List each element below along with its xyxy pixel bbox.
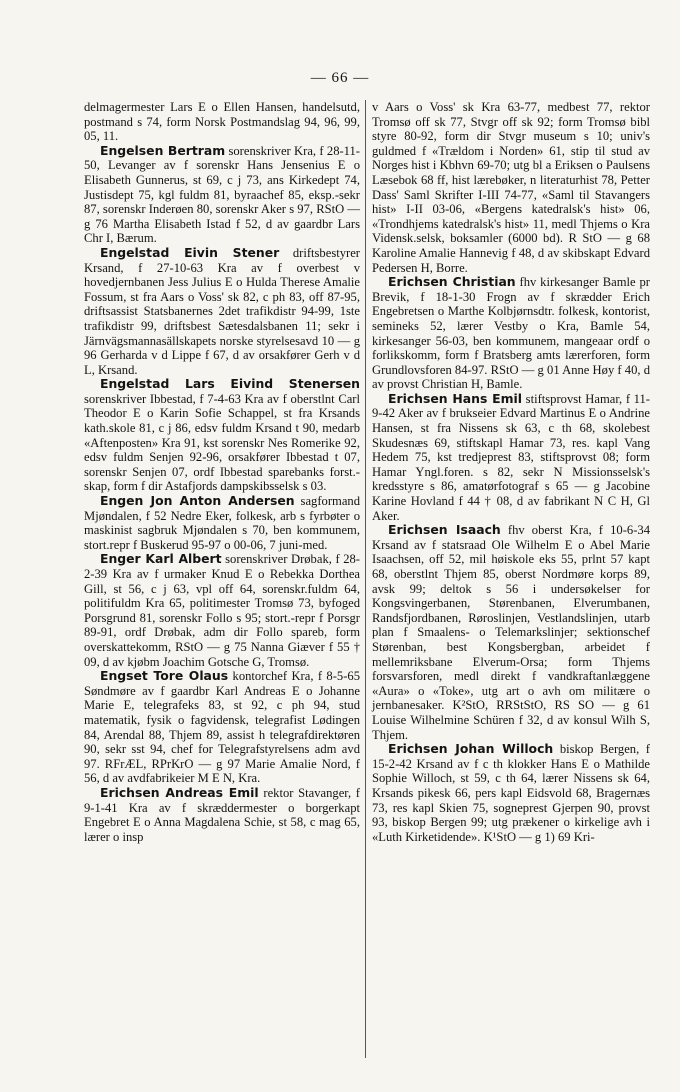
entry-body: fhv kirkesanger Bamle pr Brevik, f 18-1-30 Frogn av f skrædder Erich Engebretsen o Marthe Kolbjørnsdtr. folkesk, kontorist, semineks 52, lærer Vestby o Kra, Bamle 54, kirkesanger 56-03, ben kommunem, mangeaar ordf o forlikskomm, form f Bratsberg amts lærerforen, form Grundlovsforen 84-97. RStO — g 01 Anne Høy f 40, d av provst Christian H, Bamle. [372,275,650,392]
column-divider [365,100,366,1058]
entry [84,494,360,552]
entry-name: Erichsen Hans Emil [388,390,523,406]
entry-body: sorenskriver Ibbestad, f 7-4-63 Kra av f oberstlnt Carl Theodor E o Karin Sofie Schappel, st fra Krsands kath.skole 81, c j 86, edsv fuldm Krsand t 90, medarb «Aftenposten» Kra 91, kst sorenskr Nes Romerike 92, edsv fuldm Senjen 92-96, orsakfører Ibbestad t 07, sorenskr Senjen 07, ordf Ibbestad sparebanks forst.-skap, form f dir Astafjords dampskibsselsk s 03. [84,391,360,494]
entry-name: Enger Karl Albert [100,551,222,567]
entry-body: sorenskriver Drøbak, f 28-2-39 Kra av f urmaker Knud E o Rebekka Dorthea Gill, st 56, c j 63, vpl off 64, sorenskr.fuldm 64, politifuldm Kra 65, politimester Tromsø 73, byfoged Porsgrund 81, sorenskr Follo s 95; stort.-repr f Porsgr 89-91, ordf Drøbak, adm dir Follo spareb, form overskattekomm, RStO — g 75 Nanna Giæver f 55 † 09, d av kjøbm Joachim Gotsche G, Tromsø. [84,552,360,669]
entry-name: Erichsen Christian [388,274,516,290]
entry-body: stiftsprovst Hamar, f 11-9-42 Aker av f brukseier Edvard Martinus E o Andrine Hansen, st fra Nissens sk 63, c th 68, skolebest Skudesnæs 69, stiftskapl Hamar 73, res. kapl Vang Hedem 75, kst tredjeprest 83, stiftsprovst 08; form Hamar Yngl.foren. s 82, sekr N Missionsselsk's kredsstyre s 86, amatørfotograf s 65 — g Jacobine Karine Hovland f 44 † 08, d av fabrikant N C H, Gl Aker. [372,391,651,523]
entry-name: Erichsen Andreas Emil [100,784,259,800]
entry [84,144,360,246]
entry [372,100,650,275]
entry [84,786,360,844]
entry-body: sorenskriver Kra, f 28-11-50, Levanger av f sorenskr Hans Jensenius E o Elisabeth Gunnerus, st 69, c j 73, ans Kirkedept 74, Justisdept 75, kgl fuldm 81, byraachef 85, eksp.-sekr 87, sorenskr Inderøen 80, sorenskr Aker s 97, RStO — g 76 Martha Elisabeth Istad f 52, d av gaardbr Lars Chr I, Bærum. [84,143,361,246]
entry [372,275,650,392]
entry-name: Engelstad Lars Eivind Stenersen [100,376,360,392]
entry [372,392,650,523]
entry-name: Engset Tore Olaus [100,668,229,684]
entry-body: rektor Stavanger, f 9-1-41 Kra av f skræddermester o borgerkapt Engebret E o Anna Magdalena Schie, st 58, c mag 65, lærer o insp [84,785,360,844]
entry-body: delmagermester Lars E o Ellen Hansen, handelsutd, postmand s 74, form Norsk Postmandslag 94, 96, 99, 05, 11. [84,100,360,144]
entry-body: kontorchef Kra, f 8-5-65 Søndmøre av f gaardbr Karl Andreas E o Johanne Marie E, telegrafeks 83, st 92, c ph 94, stud matematik, fysik o fagvidensk, telegrafist Lødingen 84, Arendal 88, Thjem 89, assist h telegrafdirektøren 90, sekr sst 94, chef for Telegrafstyrelsens adm avd 97. RFrÆL, RPrKrO — g 97 Marie Amalie Nord, f 56, d av avdfabrikeier M E N, Kra. [84,669,361,786]
entry-body: biskop Bergen, f 15-2-42 Krsand av f c th klokker Hans E o Mathilde Sophie Willoch, st 59, c th 64, lærer Nissens sk 64, Krsands pikesk 66, pers kapl Eidsvold 68, Bragernæs 73, res kapl Skien 75, sogneprest Gjerpen 90, provst 93, biskop Bergen 99; utg prækener o kirkelige avh i «Luth Kirketidende». K¹StO — g 1) 69 Kri- [372,742,650,844]
entry-body: driftsbestyrer Krsand, f 27-10-63 Kra av f overbest v hovedjernbanen Jess Julius E o Hulda Therese Amalie Fossum, st fra Aars o Voss' sk 82, c ph 83, off 87-95, driftsassist Statsbanernes 2det trafikdistr 94-99, 1ste trafikdistr 99, driftsbest Sætesdalsbanen 11; sekr i Järnvägsmannasällskapets norske styrelsesavd 10 — g 96 Gerharda v d Lippe f 67, d av orsakfører Gerh v d L, Krsand. [84,245,360,377]
entry-body: v Aars o Voss' sk Kra 63-77, medbest 77, rektor Tromsø off sk 77, Stvgr off sk 92; form Tromsø bibl styre 80-92, form dir Stvgr museum s 10; univ's guldmed f «Trældom i Norden» 61, stip til stud av Norges hist i Kbhvn 69-70; utg bl a Eriksen o Paulsens Læsebok 68 ff, hist lærebøker, n literaturhist 78, Petter Dass' Saml Skrifter I-III 74-77, «Saml til Stavangers hist» I-II 03-06, «Bergens katedralsk's hist» 06, «Trondhjems katedralsk's hist» 11, medl Thjems o Kra Vidensk.selsk, boksamler (6000 bd). R StO — g 68 Karoline Amalie Hannevig f 48, d av skibskapt Edvard Pedersen H, Borre. [372,100,650,275]
entry-name: Engelsen Bertram [100,142,226,158]
entry-name: Engen Jon Anton Andersen [100,493,295,509]
entry-body: sagformand Mjøndalen, f 52 Nedre Eker, folkesk, arb s fyrbøter o maskinist sagbruk Mjøndalen s 70, ben kommunem, stort.repr f Buskerud 95-97 o 00-06, 7 juni-med. [84,494,360,552]
entry [84,552,360,669]
entry-name: Erichsen Johan Willoch [388,741,554,757]
column-left [84,100,360,844]
entry-name: Erichsen Isaach [388,522,501,538]
entry [372,523,650,742]
column-right [372,100,650,844]
entry [84,100,360,144]
page-number: — 66 — [310,70,370,86]
entry [84,246,360,377]
entry [84,669,360,786]
entry [372,742,650,844]
entry-body: fhv oberst Kra, f 10-6-34 Krsand av f statsraad Ole Wilhelm E o Abel Marie Isaachsen, off 52, mil høiskole eks 55, prlnt 57 kapt 68, oberstlnt Thjem 85, oberst Nordmøre korps 89, avsk 99; deltok s 56 i undersøkelser for Kongsvingerbanen, Størenbanen, Elverumbanen, Randsfjordbanen, Røroslinjen, Vestlandslinjen, utarb plan f Smaalens- o Telemarkslinjer; sektionschef Størenban, best Kongsbergban, arbeidet f mellemriksbane Elverum-Orsa; form Thjems forsvarsforen, medl direkt f vandkraftanlæggene «Aura» o «Toke», utg art o avh om militære o jernbanesaker. K²StO, RRStStO, RS SO — g 61 Louise Wilhelmine Schüren f 32, d av konsul Wilh S, Thjem. [372,523,650,742]
entry-name: Engelstad Eivin Stener [100,244,280,260]
entry [84,377,360,494]
